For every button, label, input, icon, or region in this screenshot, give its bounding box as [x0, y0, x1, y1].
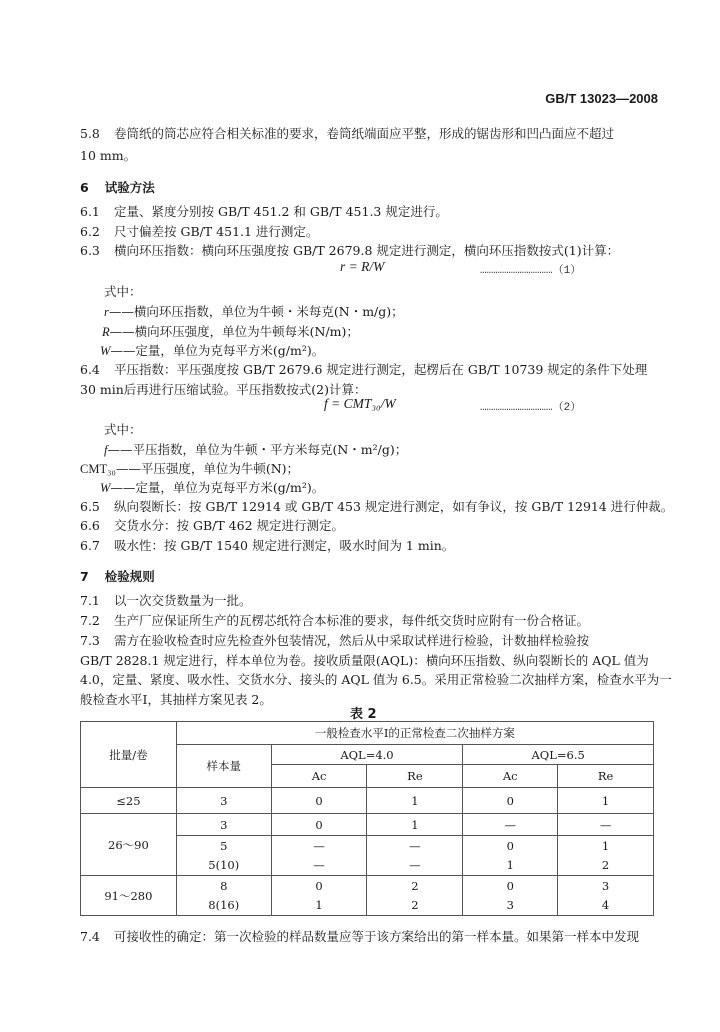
definition-text: ——横向环压指数，单位为牛顿・米每克(N・m/g)；	[108, 304, 404, 319]
ac2-cell: 0	[463, 788, 558, 814]
clause-text: 需方在验收检查时应先检查外包装情况，然后从中采取试样进行检验，计数抽样检验按	[114, 633, 590, 648]
sample-cell: 5(10)	[176, 856, 271, 876]
definition-R	[102, 322, 359, 340]
clause-7-3-line3: 4.0，定量、紧度、吸水性、交货水分、接头的 AQL 值为 6.5。采用正常检验二次抽样方案，检查水平为一	[80, 672, 672, 687]
re2-cell: 3	[558, 876, 654, 896]
clause-text: 卷筒纸的筒芯应符合相关标准的要求，卷筒纸端面应平整，形成的锯齿形和凹凸面应不超过	[114, 126, 615, 141]
definition-cmt30	[80, 459, 299, 477]
clause-text: 尺寸偏差按 GB/T 451.1 进行测定。	[114, 224, 319, 239]
sample-cell: 5	[176, 836, 271, 856]
definition-text: ——定量，单位为克每平方米(g/m²)。	[110, 480, 325, 495]
clause-text: 可接收性的确定：第一次检验的样品数量应等于该方案给出的第一样本量。如果第一样本中发现	[114, 929, 640, 944]
header-re-1: Re	[367, 765, 463, 788]
re2-cell: —	[558, 814, 654, 836]
re2-cell: 4	[558, 896, 654, 916]
sample-cell: 8(16)	[176, 896, 271, 916]
sample-cell: 8	[176, 876, 271, 896]
ac2-cell: 0	[463, 876, 558, 896]
batch-cell: 26～90	[81, 814, 177, 876]
clause-6-1	[80, 202, 448, 220]
clause-7-1	[80, 591, 252, 609]
clause-number: 6.4	[80, 362, 100, 377]
clause-text: 平压指数：平压强度按 GB/T 2679.6 规定进行测定，起楞后在 GB/T 10739 规定的条件下处理	[114, 362, 648, 377]
clause-number: 7.3	[80, 633, 100, 648]
clause-6-2	[80, 222, 318, 240]
re1-cell: —	[367, 836, 463, 856]
clause-number: 6.2	[80, 224, 100, 239]
clause-6-5	[80, 497, 673, 515]
symbol: W	[100, 481, 111, 495]
clause-number: 5.8	[80, 126, 100, 141]
re2-cell: 2	[558, 856, 654, 876]
header-batch: 批量/卷	[81, 722, 177, 788]
where-label-1: 式中：	[104, 284, 142, 299]
clause-6-4	[80, 360, 647, 378]
re1-cell: 1	[367, 788, 463, 814]
ac1-cell: 0	[271, 876, 367, 896]
table-row	[81, 814, 654, 836]
clause-number: 6.6	[80, 518, 100, 533]
standard-number: GB/T 13023—2008	[545, 91, 658, 106]
clause-5-8-cont: 10 mm。	[80, 148, 137, 163]
clause-6-6	[80, 516, 344, 534]
equation-number-1: ……………………………（1）	[480, 265, 582, 277]
ac1-cell: 1	[271, 896, 367, 916]
clause-number: 7.4	[80, 929, 100, 944]
formula-1: r = R/W	[340, 259, 385, 274]
definition-W-2	[100, 478, 324, 496]
symbol: f	[104, 443, 108, 457]
clause-text: 生产厂应保证所生产的瓦楞芯纸符合本标准的要求，每件纸交货时应附有一份合格证。	[114, 613, 590, 628]
clause-7-3-line2: GB/T 2828.1 规定进行，样本单位为卷。接收质量限(AQL)：横向环压指数、纵向裂断长的 AQL 值为	[80, 653, 649, 668]
clause-number: 6.3	[80, 243, 100, 258]
section-title: 检验规则	[104, 569, 155, 584]
clause-text: 纵向裂断长：按 GB/T 12914 或 GB/T 453 规定进行测定，如有争议，按 GB/T 12914 进行仲裁。	[114, 499, 674, 514]
section-7-heading	[80, 567, 155, 585]
re1-cell: 1	[367, 814, 463, 836]
ac2-cell: 1	[463, 856, 558, 876]
where-label-2: 式中：	[104, 422, 142, 437]
ac2-cell: —	[463, 814, 558, 836]
batch-cell: ≤25	[81, 788, 177, 814]
re2-cell: 1	[558, 836, 654, 856]
clause-text: 定量、紧度分别按 GB/T 451.2 和 GB/T 451.3 规定进行。	[114, 204, 448, 219]
clause-text: 吸水性：按 GB/T 1540 规定进行测定，吸水时间为 1 min。	[114, 538, 455, 553]
sample-cell: 3	[176, 788, 271, 814]
ac1-cell: —	[271, 856, 367, 876]
table-row	[81, 788, 654, 814]
definition-W	[100, 341, 324, 359]
clause-7-3	[80, 631, 589, 649]
section-title: 试验方法	[104, 180, 155, 195]
clause-7-3-line4: 般检查水平Ⅰ，其抽样方案见表 2。	[80, 692, 272, 707]
re1-cell: 2	[367, 896, 463, 916]
clause-text: 横向环压指数：横向环压强度按 GB/T 2679.8 规定进行测定，横向环压指数按式(1)计算：	[114, 243, 620, 258]
clause-number: 6.1	[80, 204, 100, 219]
clause-5-8	[80, 124, 614, 142]
header-aql-4: AQL=4.0	[271, 745, 463, 765]
ac2-cell: 0	[463, 836, 558, 856]
clause-number: 7.1	[80, 593, 100, 608]
table-caption: 表 2	[350, 707, 377, 722]
formula-2: f = CMT₃₀/W	[324, 396, 396, 411]
section-6-heading	[80, 178, 155, 196]
clause-text: 交货水分：按 GB/T 462 规定进行测定。	[114, 518, 344, 533]
header-sample-size: 样本量	[176, 745, 271, 788]
symbol: r	[104, 305, 109, 319]
re1-cell: —	[367, 856, 463, 876]
sample-cell: 3	[176, 814, 271, 836]
ac1-cell: 0	[271, 814, 367, 836]
symbol: CMT₃₀	[80, 462, 116, 476]
definition-f	[104, 440, 407, 458]
table-row	[81, 876, 654, 896]
clause-7-2	[80, 611, 589, 629]
header-plan: 一般检查水平Ⅰ的正常检查二次抽样方案	[176, 722, 653, 745]
sampling-plan-table	[80, 721, 654, 916]
ac1-cell: 0	[271, 788, 367, 814]
definition-text: ——定量，单位为克每平方米(g/m²)。	[110, 343, 325, 358]
re1-cell: 2	[367, 876, 463, 896]
clause-number: 6.5	[80, 499, 100, 514]
header-ac-2: Ac	[463, 765, 558, 788]
header-re-2: Re	[558, 765, 654, 788]
symbol: W	[100, 344, 111, 358]
clause-number: 7.2	[80, 613, 100, 628]
symbol: R	[102, 325, 110, 339]
definition-r	[104, 302, 404, 320]
header-ac-1: Ac	[271, 765, 367, 788]
definition-text: ——平压指数，单位为牛顿・平方米每克(N・m²/g)；	[107, 442, 408, 457]
ac1-cell: —	[271, 836, 367, 856]
clause-6-3	[80, 241, 619, 259]
header-aql-6-5: AQL=6.5	[463, 745, 654, 765]
section-number: 7	[80, 569, 89, 584]
equation-number-2: ……………………………（2）	[480, 402, 582, 414]
clause-7-4	[80, 927, 639, 945]
definition-text: ——平压强度，单位为牛顿(N)；	[115, 461, 300, 476]
clause-6-4-cont: 30 min后再进行压缩试验。平压指数按式(2)计算：	[80, 382, 367, 397]
clause-text: 以一次交货数量为一批。	[114, 593, 252, 608]
batch-cell: 91～280	[81, 876, 177, 916]
re2-cell: 1	[558, 788, 654, 814]
definition-text: ——横向环压强度，单位为牛顿每米(N/m)；	[109, 324, 359, 339]
clause-6-7	[80, 536, 454, 554]
section-number: 6	[80, 180, 89, 195]
clause-number: 6.7	[80, 538, 100, 553]
ac2-cell: 3	[463, 896, 558, 916]
